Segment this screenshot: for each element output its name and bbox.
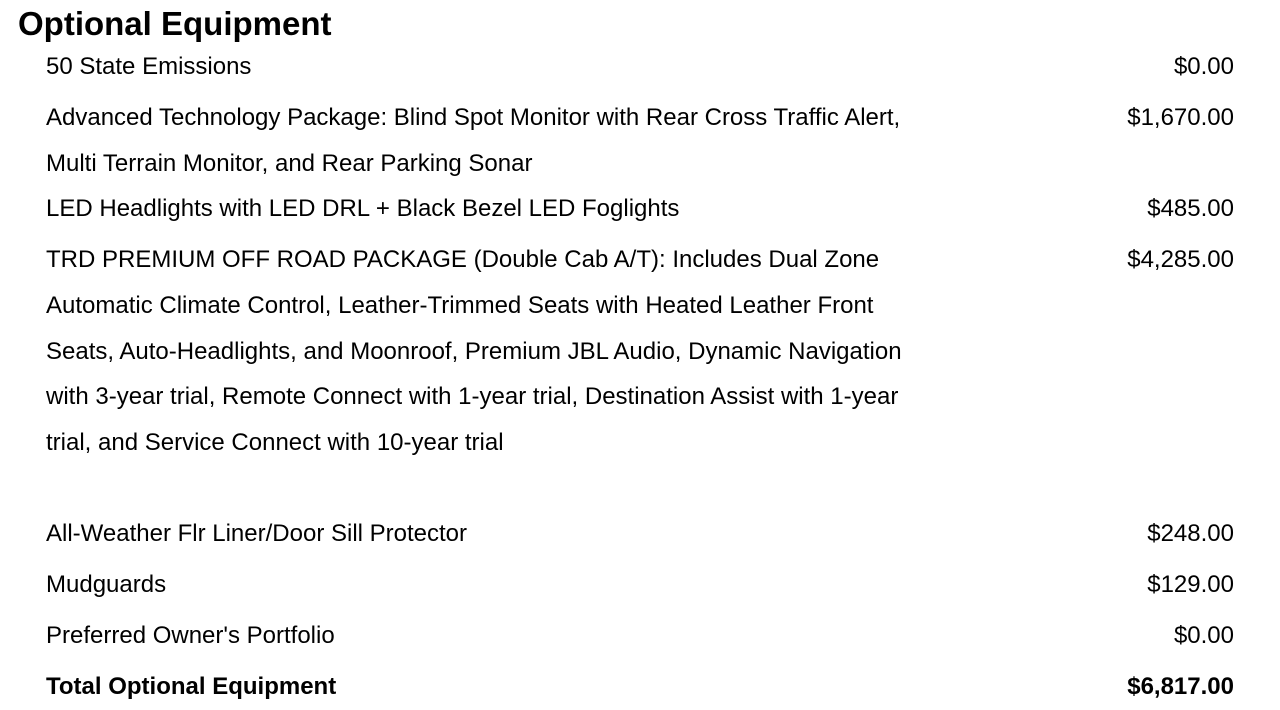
section-title: Optional Equipment xyxy=(18,5,332,42)
item-price: $0.00 xyxy=(1173,622,1234,649)
item-description: All-Weather Flr Liner/Door Sill Protector xyxy=(46,520,468,547)
item-description: 50 State Emissions xyxy=(46,53,252,80)
item-price: $0.00 xyxy=(1173,53,1234,80)
item-price: $1,670.00 xyxy=(1127,104,1234,131)
total-price: $6,817.00 xyxy=(1127,673,1234,700)
item-description: LED Headlights with LED DRL + Black Bezel LED Foglights xyxy=(46,195,680,222)
total-label: Total Optional Equipment xyxy=(46,673,337,700)
item-description: TRD PREMIUM OFF ROAD PACKAGE (Double Cab A/T): Includes Dual Zone Automatic Climate Control, Leather-Trimmed Seats with Heated Leather Front Seats, Auto-Headlights, and Moonroof, Premium JBL Audio, Dynamic Navigation with 3-year trial, Remote Connect with 1-year trial, Destination Assist with 1-year trial, and Service Connect with 10-year trial xyxy=(46,246,902,457)
item-description: Advanced Technology Package: Blind Spot Monitor with Rear Cross Traffic Alert, Multi Terrain Monitor, and Rear Parking Sonar xyxy=(46,104,901,177)
item-description: Preferred Owner's Portfolio xyxy=(46,622,335,649)
item-price: $129.00 xyxy=(1147,571,1234,598)
item-price: $248.00 xyxy=(1147,520,1234,547)
item-description: Mudguards xyxy=(46,571,167,598)
item-price: $485.00 xyxy=(1147,195,1234,222)
item-price: $4,285.00 xyxy=(1127,246,1234,273)
